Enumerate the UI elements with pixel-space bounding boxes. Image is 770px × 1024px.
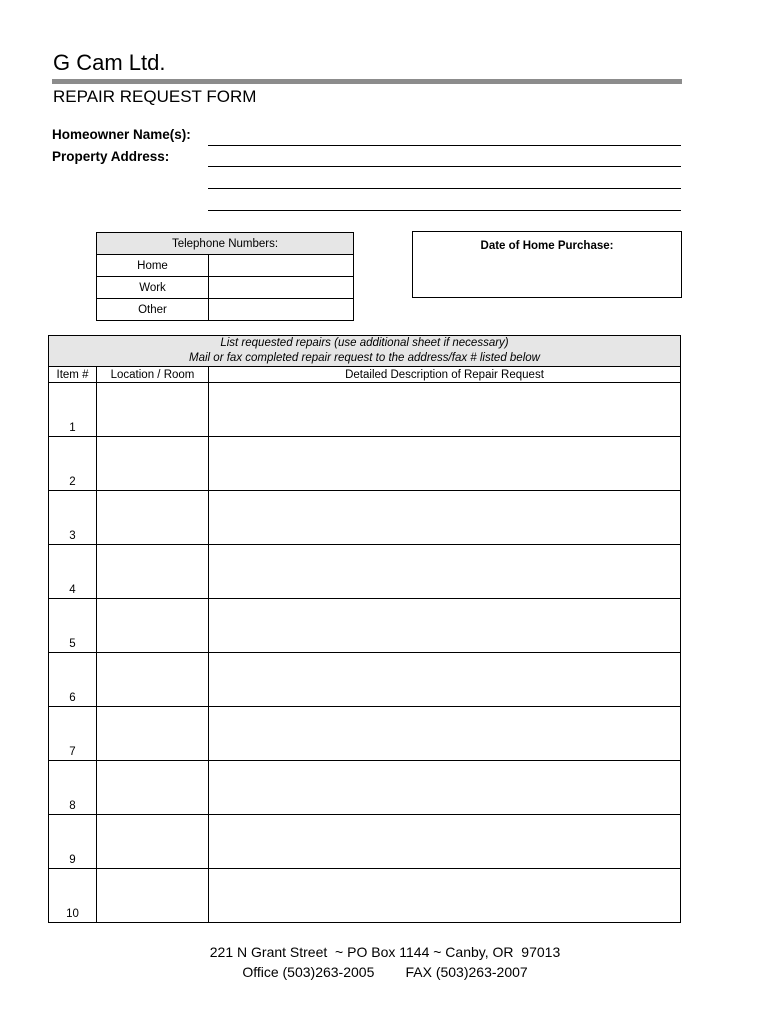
description-field[interactable] [209,545,681,599]
item-number: 5 [49,599,97,653]
description-field[interactable] [209,491,681,545]
location-field[interactable] [97,599,209,653]
location-field[interactable] [97,545,209,599]
column-header-item: Item # [49,367,97,383]
location-field[interactable] [97,815,209,869]
repair-row [49,437,681,491]
column-header-description: Detailed Description of Repair Request [209,367,681,383]
repairs-banner-line-2: Mail or fax completed repair request to the address/fax # listed below [189,352,540,364]
repair-row [49,815,681,869]
item-number: 8 [49,761,97,815]
description-field[interactable] [209,437,681,491]
description-field[interactable] [209,653,681,707]
repair-row [49,869,681,923]
company-name: G Cam Ltd. [53,50,166,75]
location-field[interactable] [97,869,209,923]
location-field[interactable] [97,761,209,815]
location-field[interactable] [97,653,209,707]
header-rule [52,79,682,84]
item-number: 9 [49,815,97,869]
repair-row [49,761,681,815]
repair-row [49,545,681,599]
repair-row [49,707,681,761]
homeowner-name-label: Homeowner Name(s): [52,127,191,142]
item-number: 7 [49,707,97,761]
description-field[interactable] [209,599,681,653]
repair-row [49,653,681,707]
telephone-work-field[interactable] [209,277,354,299]
repair-row [49,383,681,437]
telephone-label-other: Other [97,299,209,321]
repairs-table [48,335,681,923]
location-field[interactable] [97,707,209,761]
homeowner-name-field[interactable] [208,145,681,146]
footer-address: 221 N Grant Street ~ PO Box 1144 ~ Canby, OR 97013 [209,944,561,960]
item-number: 2 [49,437,97,491]
description-field[interactable] [209,869,681,923]
repair-row [49,599,681,653]
location-field[interactable] [97,491,209,545]
description-field[interactable] [209,383,681,437]
telephone-home-field[interactable] [209,255,354,277]
footer [0,942,770,982]
repairs-banner-line-1: List requested repairs (use additional sheet if necessary) [220,337,509,349]
description-field[interactable] [209,707,681,761]
form-title: REPAIR REQUEST FORM [53,87,257,106]
location-field[interactable] [97,383,209,437]
telephone-other-field[interactable] [209,299,354,321]
item-number: 10 [49,869,97,923]
column-header-location: Location / Room [97,367,209,383]
date-of-purchase-box[interactable] [412,231,682,298]
repair-row [49,491,681,545]
description-field[interactable] [209,815,681,869]
item-number: 6 [49,653,97,707]
telephone-label-home: Home [97,255,209,277]
property-address-field-line-2[interactable] [208,188,681,189]
property-address-field-line-1[interactable] [208,166,681,167]
repairs-banner [49,336,681,367]
property-address-field-line-3[interactable] [208,210,681,211]
item-number: 1 [49,383,97,437]
telephone-header: Telephone Numbers: [97,233,354,255]
footer-phone-fax: Office (503)263-2005 FAX (503)263-2007 [242,964,528,980]
item-number: 3 [49,491,97,545]
telephone-table [96,232,354,321]
telephone-label-work: Work [97,277,209,299]
description-field[interactable] [209,761,681,815]
item-number: 4 [49,545,97,599]
location-field[interactable] [97,437,209,491]
date-of-purchase-label: Date of Home Purchase: [480,240,614,252]
property-address-label: Property Address: [52,149,170,164]
